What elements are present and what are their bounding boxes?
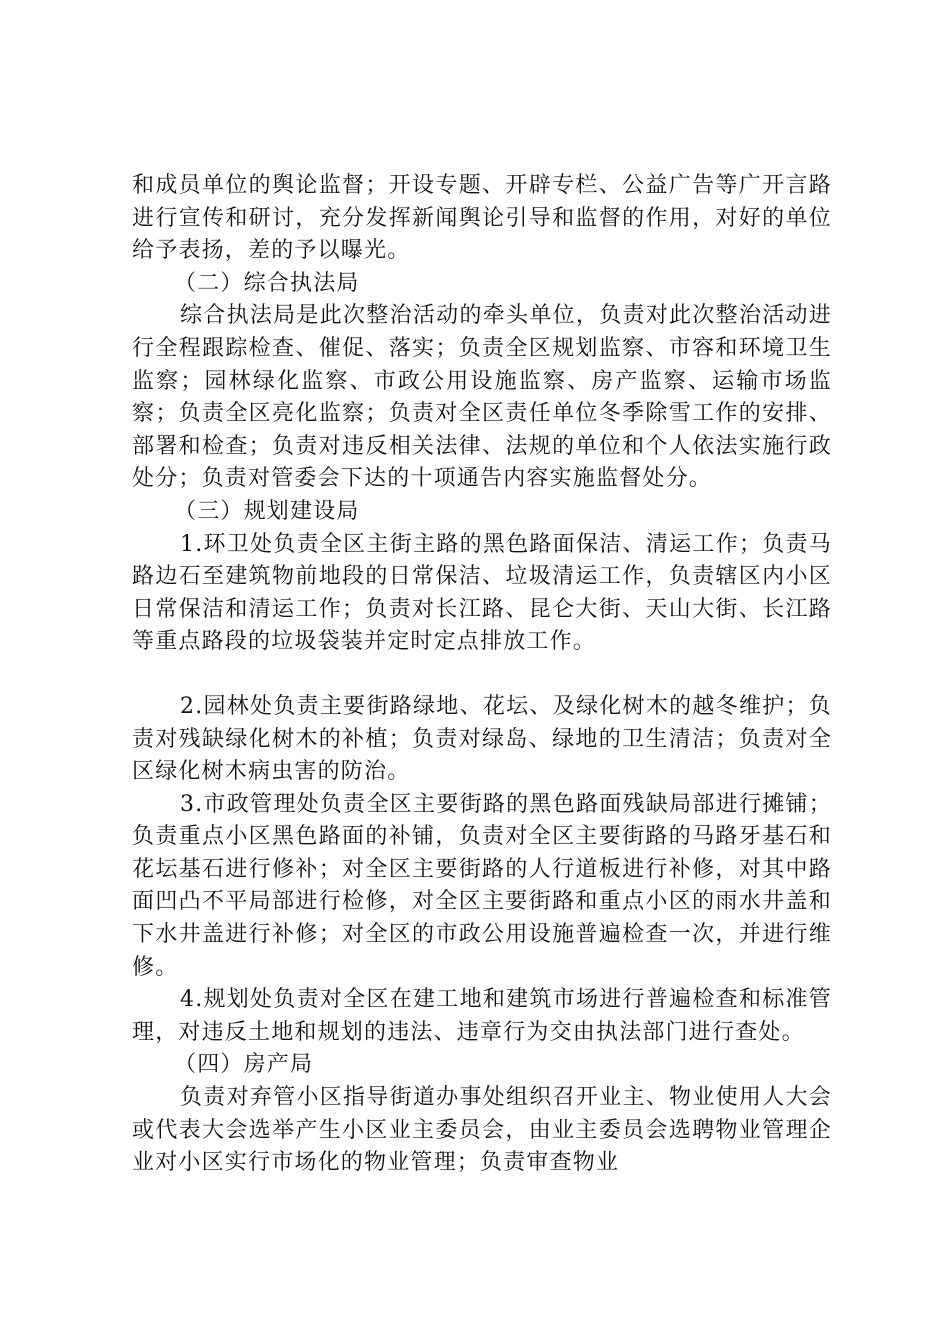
paragraph-landscaping-duties: 2.园林处负责主要街路绿地、花坛、及绿化树木的越冬维护；负责对残缺绿化树木的补植；负责对绿岛、绿地的卫生清洁；负责对全区绿化树木病虫害的防治。 xyxy=(132,693,832,785)
section-heading-planning-construction: （三）规划建设局 xyxy=(174,498,360,524)
paragraph-housing-duties: 负责对弃管小区指导街道办事处组织召开业主、物业使用人大会或代表大会选举产生小区业主委员会，由业主委员会选聘物业管理企业对小区实行市场化的物业管理；负责审查物业 xyxy=(132,1085,832,1176)
section-heading-housing-bureau: （四）房产局 xyxy=(174,1052,314,1078)
paragraph-municipal-duties: 3.市政管理处负责全区主要街路的黑色路面残缺局部进行摊铺；负责重点小区黑色路面的补铺，负责对全区主要街路的马路牙基石和花坛基石进行修补；对全区主要街路的人行道板进行补修，对其中路面凹凸不平局部进行检修，对全区主要街路和重点小区的雨水井盖和下水井盖进行补修；对全区的市政公用设施普遍检查一次，并进行维修。 xyxy=(132,791,832,980)
paragraph-sanitation-duties: 1.环卫处负责全区主街主路的黑色路面保洁、清运工作；负责马路边石至建筑物前地段的日常保洁、垃圾清运工作，负责辖区内小区日常保洁和清运工作；负责对长江路、昆仑大街、天山大街、长江路等重点路段的垃圾袋装并定时定点排放工作。 xyxy=(132,531,832,655)
document-body xyxy=(132,170,832,1180)
section-heading-law-enforcement: （二）综合执法局 xyxy=(174,270,360,296)
paragraph-law-enforcement-duties: 综合执法局是此次整治活动的牵头单位，负责对此次整治活动进行全程跟踪检查、催促、落实；负责全区规划监察、市容和环境卫生监察；园林绿化监察、市政公用设施监察、房产监察、运输市场监察；负责全区亮化监察；负责对全区责任单位冬季除雪工作的安排、部署和检查；负责对违反相关法律、法规的单位和个人依法实施行政处分；负责对管委会下达的十项通告内容实施监督处分。 xyxy=(132,303,832,492)
paragraph-planning-duties: 4.规划处负责对全区在建工地和建筑市场进行普遍检查和标准管理，对违反土地和规划的违法、违章行为交由执法部门进行查处。 xyxy=(132,987,832,1045)
paragraph-publicity-supervision: 和成员单位的舆论监督；开设专题、开辟专栏、公益广告等广开言路进行宣传和研讨，充分发挥新闻舆论引导和监督的作用，对好的单位给予表扬，差的予以曝光。 xyxy=(132,173,832,264)
